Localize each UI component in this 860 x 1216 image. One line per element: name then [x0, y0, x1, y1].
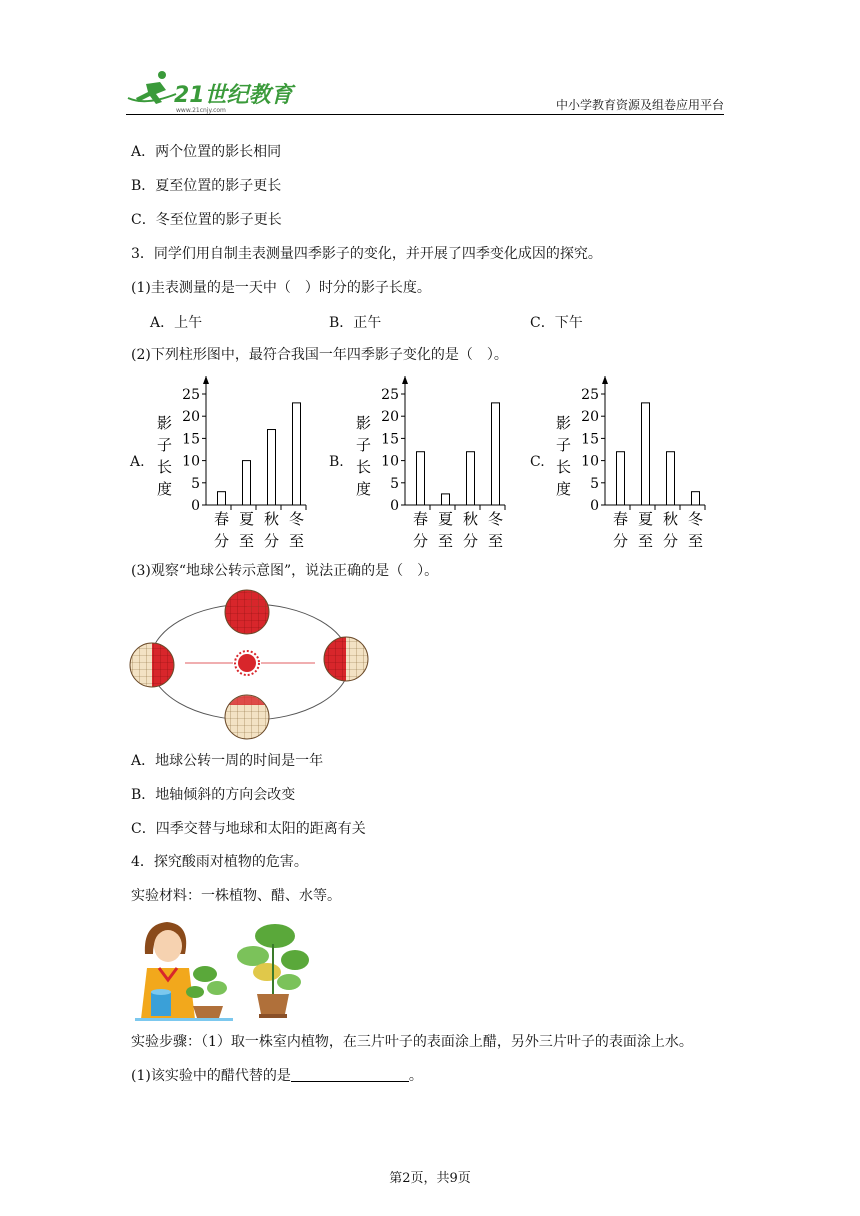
chart-bar [268, 430, 276, 505]
chart-y-tick-label: 10 [182, 453, 200, 470]
chart-y-tick-label: 15 [581, 431, 599, 448]
q4-sub1 [131, 1067, 423, 1085]
chart-category-label: 冬 [288, 510, 305, 528]
earth-right-icon [324, 637, 368, 681]
q2-option-a: A．两个位置的影长相同 [131, 144, 282, 160]
chart-category-label: 春 [412, 510, 429, 528]
chart-y-tick-label: 25 [581, 387, 599, 403]
chart-ylabel-char: 长 [356, 458, 372, 476]
chart-y-tick-label: 15 [381, 431, 399, 448]
q2-option-b: B．夏至位置的影子更长 [131, 178, 282, 194]
chart-a-letter: A. [130, 454, 145, 470]
chart-y-tick-label: 5 [191, 475, 200, 492]
chart-category-label: 分 [412, 532, 429, 550]
chart-y-tick-label: 20 [381, 409, 399, 426]
chart-y-tick-label: 5 [590, 475, 599, 492]
chart-y-arrow [602, 376, 608, 384]
q3-sub3-option-c: C．四季交替与地球和太阳的距离有关 [131, 821, 366, 837]
chart-y-tick-label: 25 [182, 387, 200, 403]
potted-plant-icon [237, 924, 309, 1018]
chart-bar [243, 461, 251, 505]
earth-left-icon [130, 643, 174, 687]
chart-ylabel-char: 子 [157, 436, 173, 454]
chart-ylabel-char: 长 [157, 458, 173, 476]
chart-y-tick-label: 20 [182, 409, 200, 426]
chart-category-label: 分 [612, 532, 629, 550]
chart-bar [692, 492, 700, 505]
runner-icon [128, 71, 176, 104]
chart-y-tick-label: 0 [590, 498, 599, 514]
q4-stem: 4．探究酸雨对植物的危害。 [131, 854, 308, 870]
chart-ylabel-char: 影 [157, 414, 173, 432]
q3-sub1: (1)圭表测量的是一天中（ ）时分的影子长度。 [131, 280, 431, 296]
chart-ylabel-char: 影 [356, 414, 372, 432]
chart-ylabel-char: 影 [556, 414, 572, 432]
chart-category-label: 分 [462, 532, 479, 550]
chart-y-arrow [203, 376, 209, 384]
table-edge [135, 1018, 233, 1021]
q3-sub1-option-a: A．上午 [150, 315, 203, 331]
chart-c-letter: C. [530, 454, 545, 470]
header-rule [126, 114, 724, 115]
chart-category-label: 分 [263, 532, 280, 550]
chart-category-label: 冬 [487, 510, 504, 528]
bar-chart-b [349, 372, 539, 552]
logo-21cnjy [126, 70, 296, 114]
chart-y-tick-label: 5 [390, 475, 399, 492]
chart-y-tick-label: 15 [182, 431, 200, 448]
chart-category-label: 夏 [437, 510, 454, 528]
logo-text: 21世纪教育 [174, 83, 293, 108]
bar-chart-c [549, 372, 739, 552]
chart-ylabel-char: 度 [356, 480, 372, 498]
cup-icon [151, 989, 171, 1016]
chart-category-label: 夏 [637, 510, 654, 528]
q3-sub3-option-b: B．地轴倾斜的方向会改变 [131, 787, 296, 803]
earth-top-icon [225, 590, 269, 634]
q3-sub3: (3)观察“地球公转示意图”，说法正确的是（ ）。 [131, 563, 439, 579]
chart-category-label: 春 [213, 510, 230, 528]
q3-sub2: (2)下列柱形图中，最符合我国一年四季影子变化的是（ ）。 [131, 347, 508, 363]
chart-ylabel-char: 度 [157, 480, 173, 498]
chart-category-label: 秋 [263, 510, 280, 528]
chart-ylabel-char: 子 [556, 436, 572, 454]
q3-sub1-option-c: C．下午 [530, 315, 583, 331]
chart-ylabel-char: 度 [556, 480, 572, 498]
chart-category-label: 至 [687, 532, 704, 550]
chart-category-label: 冬 [687, 510, 704, 528]
chart-category-label: 至 [437, 532, 454, 550]
chart-category-label: 至 [288, 532, 305, 550]
earth-bottom-icon [225, 695, 269, 739]
chart-category-label: 至 [487, 532, 504, 550]
chart-category-label: 秋 [462, 510, 479, 528]
chart-category-label: 分 [213, 532, 230, 550]
chart-ylabel-char: 长 [556, 458, 572, 476]
chart-bar [492, 403, 500, 505]
experiment-illustration [133, 914, 313, 1024]
chart-y-tick-label: 10 [381, 453, 399, 470]
bar-chart-a [150, 372, 340, 552]
chart-y-arrow [402, 376, 408, 384]
chart-category-label: 秋 [662, 510, 679, 528]
q3-sub3-option-a: A．地球公转一周的时间是一年 [131, 753, 324, 769]
q4-steps: 实验步骤：（1）取一株室内植物，在三片叶子的表面涂上醋，另外三片叶子的表面涂上水。 [131, 1034, 693, 1050]
chart-y-tick-label: 25 [381, 387, 399, 403]
chart-category-label: 至 [238, 532, 255, 550]
chart-bar [218, 492, 226, 505]
chart-bar [667, 452, 675, 505]
q4-sub1-prefix: (1)该实验中的醋代替的是 [131, 1068, 291, 1084]
chart-bar [293, 403, 301, 505]
q2-option-c: C．冬至位置的影子更长 [131, 212, 282, 228]
chart-b-letter: B. [329, 454, 344, 470]
chart-y-tick-label: 0 [191, 498, 200, 514]
chart-category-label: 春 [612, 510, 629, 528]
q4-sub1-suffix: 。 [408, 1068, 423, 1084]
chart-category-label: 夏 [238, 510, 255, 528]
chart-bar [642, 403, 650, 505]
chart-bar [442, 494, 450, 505]
q4-materials: 实验材料：一株植物、醋、水等。 [131, 888, 341, 904]
q4-answer-blank[interactable] [291, 1067, 409, 1082]
page-footer: 第2页，共9页 [389, 1171, 471, 1186]
chart-category-label: 分 [662, 532, 679, 550]
chart-y-tick-label: 10 [581, 453, 599, 470]
chart-category-label: 至 [637, 532, 654, 550]
chart-y-tick-label: 20 [581, 409, 599, 426]
earth-orbit-diagram [125, 585, 375, 745]
logo-url: www.21cnjy.com [176, 107, 226, 114]
chart-bar [617, 452, 625, 505]
chart-bar [417, 452, 425, 505]
chart-y-tick-label: 0 [390, 498, 399, 514]
chart-bar [467, 452, 475, 505]
platform-label: 中小学教育资源及组卷应用平台 [555, 98, 724, 112]
q3-sub1-option-b: B．正午 [329, 315, 382, 331]
q3-stem: 3．同学们用自制圭表测量四季影子的变化，并开展了四季变化成因的探究。 [131, 246, 602, 262]
sun-icon [235, 651, 259, 675]
chart-ylabel-char: 子 [356, 436, 372, 454]
